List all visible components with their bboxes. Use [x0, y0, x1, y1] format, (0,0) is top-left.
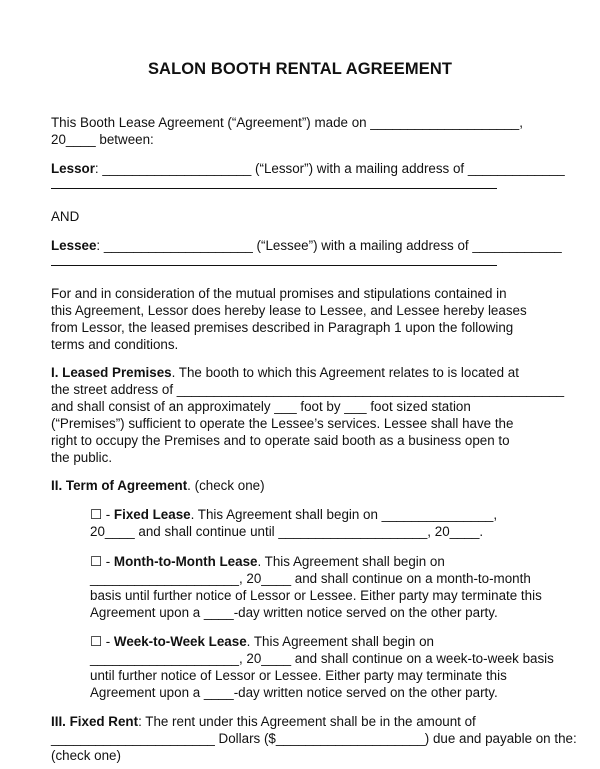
weekly-lease-line-4: Agreement upon a ____-day written notice served on the other party. [90, 685, 498, 700]
fixed-lease-line-2: 20____ and shall continue until ____________________, 20____. [90, 524, 484, 539]
section-1-text: . The booth to which this Agreement relates to is located at [171, 365, 519, 380]
section-1-line-3: and shall consist of an approximately ___ foot by ___ foot sized station [51, 399, 471, 414]
lessee-line [51, 237, 562, 254]
section-3-line-3: (check one) [51, 748, 121, 763]
monthly-lease-line-2: ____________________, 20____ and shall continue on a month-to-month [90, 571, 531, 586]
intro-line-2: 20____ between: [51, 132, 154, 147]
monthly-lease-line-1: ☐ - Month-to-Month Lease. This Agreement shall begin on [90, 554, 445, 569]
section-3-line-2: ______________________ Dollars ($____________________) due and payable on the: [51, 731, 577, 746]
section-3-text: : The rent under this Agreement shall be in the amount of [138, 714, 476, 729]
lessor-label: Lessor [51, 161, 95, 176]
lessee-text: : ____________________ (“Lessee”) with a mailing address of ____________ [96, 238, 562, 253]
and-text: AND [51, 209, 80, 224]
section-2-note: . (check one) [187, 478, 265, 493]
section-3-heading: III. Fixed Rent [51, 714, 139, 729]
intro-line-1: This Booth Lease Agreement (“Agreement”) made on ____________________, [51, 115, 523, 130]
lessor-address-blank[interactable] [51, 188, 497, 189]
lessor-text: : ____________________ (“Lessor”) with a mailing address of _____________ [94, 161, 565, 176]
section-1-line-5: right to occupy the Premises and to operate said booth as a business open to [51, 433, 510, 448]
weekly-lease-line-3: until further notice of Lessor or Lessee. Either party may terminate this [90, 668, 507, 683]
monthly-lease-checkbox[interactable]: ☐ [90, 554, 103, 569]
weekly-lease-text: . This Agreement shall begin on [246, 634, 434, 649]
consideration-line-1: For and in consideration of the mutual promises and stipulations contained in [51, 286, 507, 301]
section-1-line-1 [51, 364, 519, 381]
section-3-line-1 [51, 713, 476, 730]
weekly-lease-line-1: ☐ - Week-to-Week Lease. This Agreement shall begin on [90, 634, 434, 649]
fixed-lease-text: . This Agreement shall begin on _______________, [190, 507, 498, 522]
lessee-address-blank[interactable] [51, 265, 497, 266]
fixed-lease-checkbox[interactable]: ☐ [90, 507, 103, 522]
fixed-lease-line-1: ☐ - Fixed Lease. This Agreement shall begin on _______________, [90, 507, 498, 522]
section-1-line-6: the public. [51, 450, 113, 465]
weekly-lease-line-2: ____________________, 20____ and shall continue on a week-to-week basis [90, 651, 554, 666]
fixed-lease-label: Fixed Lease [113, 507, 191, 522]
document-title: SALON BOOTH RENTAL AGREEMENT [147, 60, 453, 78]
lessor-line [51, 160, 565, 177]
weekly-lease-label: Week-to-Week Lease [113, 634, 247, 649]
monthly-lease-line-4: Agreement upon a ____-day written notice served on the other party. [90, 605, 498, 620]
monthly-lease-line-3: basis until further notice of Lessor or Lessee. Either party may terminate this [90, 588, 542, 603]
monthly-lease-label: Month-to-Month Lease [113, 554, 258, 569]
consideration-line-4: terms and conditions. [51, 337, 179, 352]
section-1-heading: I. Leased Premises [51, 365, 172, 380]
section-2-line [51, 477, 265, 494]
section-1-line-4: (“Premises”) sufficient to operate the Lessee’s services. Lessee shall have the [51, 416, 514, 431]
lessee-label: Lessee [51, 238, 97, 253]
section-2-heading: II. Term of Agreement [51, 478, 188, 493]
consideration-line-2: this Agreement, Lessor does hereby lease to Lessee, and Lessee hereby leases [51, 303, 527, 318]
section-1-line-2: the street address of ____________________________________________________ [51, 382, 565, 397]
monthly-lease-text: . This Agreement shall begin on [257, 554, 445, 569]
consideration-line-3: from Lessor, the leased premises described in Paragraph 1 upon the following [51, 320, 514, 335]
weekly-lease-checkbox[interactable]: ☐ [90, 634, 103, 649]
